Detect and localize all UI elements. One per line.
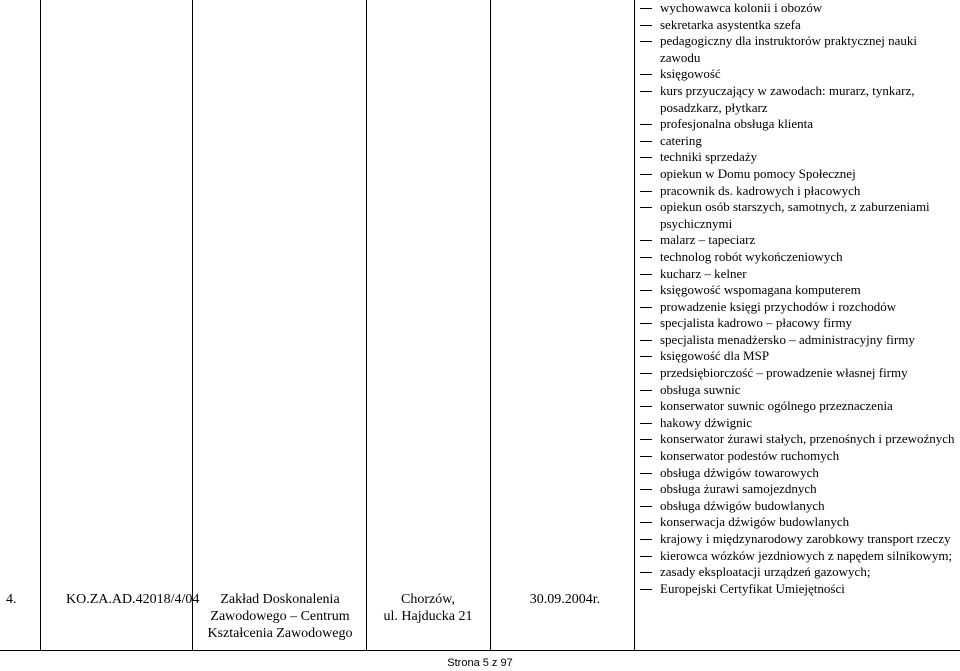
course-label: hakowy dźwignic [660, 414, 753, 430]
dash-bullet-icon [640, 406, 652, 407]
course-item [640, 498, 956, 515]
course-label: prowadzenie księgi przychodów i rozchodów [660, 298, 897, 314]
course-label: obsługa dźwigów budowlanych [660, 497, 825, 513]
table-bottom-border [0, 650, 960, 651]
course-item [640, 348, 956, 365]
course-label: obsługa dźwigów towarowych [660, 464, 819, 480]
address-street: ul. Hajducka 21 [383, 609, 473, 624]
course-item [640, 481, 956, 498]
dash-bullet-icon [640, 257, 652, 258]
course-label: obsługa suwnic [660, 381, 741, 397]
dash-bullet-icon [640, 473, 652, 474]
registration-number: KO.ZA.AD.42018/4/04 [66, 592, 200, 607]
course-label: konserwator podestów ruchomych [660, 448, 840, 464]
dash-bullet-icon [640, 356, 652, 357]
course-label: pracownik ds. kadrowych i płacowych [660, 182, 861, 198]
column-divider [192, 0, 193, 651]
dash-bullet-icon [640, 323, 652, 324]
column-divider [366, 0, 367, 651]
course-item [640, 282, 956, 299]
dash-bullet-icon [640, 25, 652, 26]
course-item [640, 33, 956, 66]
course-item [640, 415, 956, 432]
course-item [640, 83, 956, 116]
dash-bullet-icon [640, 174, 652, 175]
dash-bullet-icon [640, 539, 652, 540]
course-label: wychowawca kolonii i obozów [660, 0, 823, 15]
course-item [640, 266, 956, 283]
dash-bullet-icon [640, 456, 652, 457]
dash-bullet-icon [640, 390, 652, 391]
dash-bullet-icon [640, 506, 652, 507]
course-label: sekretarka asystentka szefa [660, 16, 801, 32]
course-label: pedagogiczny dla instruktorów praktycznej nauki zawodu [660, 33, 918, 65]
course-label: specjalista menadżersko – administracyjny firmy [660, 331, 915, 347]
course-label: technolog robót wykończeniowych [660, 248, 843, 264]
course-item [640, 548, 956, 565]
course-item [640, 183, 956, 200]
dash-bullet-icon [640, 373, 652, 374]
course-label: opiekun osób starszych, samotnych, z zaburzeniami psychicznymi [660, 199, 930, 231]
course-label: konserwator żurawi stałych, przenośnych i przewoźnych [660, 431, 955, 447]
dash-bullet-icon [640, 141, 652, 142]
column-divider [40, 0, 41, 651]
course-item [640, 465, 956, 482]
column-divider [490, 0, 491, 651]
course-label: malarz – tapeciarz [660, 232, 756, 248]
course-item [640, 299, 956, 316]
course-item [640, 382, 956, 399]
course-item [640, 315, 956, 332]
course-item [640, 332, 956, 349]
dash-bullet-icon [640, 340, 652, 341]
course-item [640, 448, 956, 465]
course-list [640, 0, 956, 597]
course-label: księgowość wspomagana komputerem [660, 282, 861, 298]
dash-bullet-icon [640, 572, 652, 573]
course-label: techniki sprzedaży [660, 149, 758, 165]
course-item [640, 232, 956, 249]
course-item [640, 199, 956, 232]
course-label: konserwator suwnic ogólnego przeznaczenia [660, 398, 893, 414]
institution-address [368, 591, 488, 625]
course-label: księgowość dla MSP [660, 348, 770, 364]
course-item [640, 581, 956, 598]
course-item [640, 149, 956, 166]
dash-bullet-icon [640, 439, 652, 440]
course-item [640, 514, 956, 531]
course-label: specjalista kadrowo – płacowy firmy [660, 315, 853, 331]
course-label: obsługa żurawi samojezdnych [660, 481, 817, 497]
course-item [640, 17, 956, 34]
dash-bullet-icon [640, 91, 652, 92]
course-label: profesjonalna obsługa klienta [660, 116, 814, 132]
course-label: Europejski Certyfikat Umiejętności [660, 580, 845, 596]
dash-bullet-icon [640, 522, 652, 523]
course-label: księgowość [660, 66, 721, 82]
dash-bullet-icon [640, 307, 652, 308]
registration-date: 30.09.2004r. [529, 592, 601, 607]
course-item [640, 116, 956, 133]
column-divider [634, 0, 635, 651]
course-label: catering [660, 132, 702, 148]
dash-bullet-icon [640, 191, 652, 192]
dash-bullet-icon [640, 556, 652, 557]
dash-bullet-icon [640, 290, 652, 291]
course-item [640, 166, 956, 183]
course-item [640, 365, 956, 382]
dash-bullet-icon [640, 8, 652, 9]
course-label: zasady eksploatacji urządzeń gazowych; [660, 564, 871, 580]
dash-bullet-icon [640, 74, 652, 75]
dash-bullet-icon [640, 124, 652, 125]
course-label: kucharz – kelner [660, 265, 747, 281]
dash-bullet-icon [640, 589, 652, 590]
course-label: przedsiębiorczość – prowadzenie własnej firmy [660, 365, 908, 381]
row-number: 4. [6, 592, 17, 607]
course-item [640, 431, 956, 448]
course-item [640, 0, 956, 17]
dash-bullet-icon [640, 240, 652, 241]
course-label: konserwacja dźwigów budowlanych [660, 514, 850, 530]
dash-bullet-icon [640, 423, 652, 424]
dash-bullet-icon [640, 41, 652, 42]
course-label: kurs przyuczający w zawodach: murarz, tynkarz, posadzkarz, płytkarz [660, 82, 915, 115]
dash-bullet-icon [640, 274, 652, 275]
course-item [640, 133, 956, 150]
dash-bullet-icon [640, 157, 652, 158]
dash-bullet-icon [640, 207, 652, 208]
course-item [640, 249, 956, 266]
course-label: krajowy i międzynarodowy zarobkowy transport rzeczy [660, 531, 951, 546]
course-item [640, 564, 956, 581]
institution-name: Zakład Doskonalenia Zawodowego – Centrum Kształcenia Zawodowego [207, 592, 353, 641]
dash-bullet-icon [640, 489, 652, 490]
course-label: kierowca wózków jezdniowych z napędem silnikowym; [660, 547, 953, 563]
page-footer: Strona 5 z 97 [447, 657, 513, 669]
course-item [640, 531, 956, 548]
course-item [640, 398, 956, 415]
course-item [640, 66, 956, 83]
address-city: Chorzów, [401, 592, 455, 607]
course-label: opiekun w Domu pomocy Społecznej [660, 165, 856, 181]
